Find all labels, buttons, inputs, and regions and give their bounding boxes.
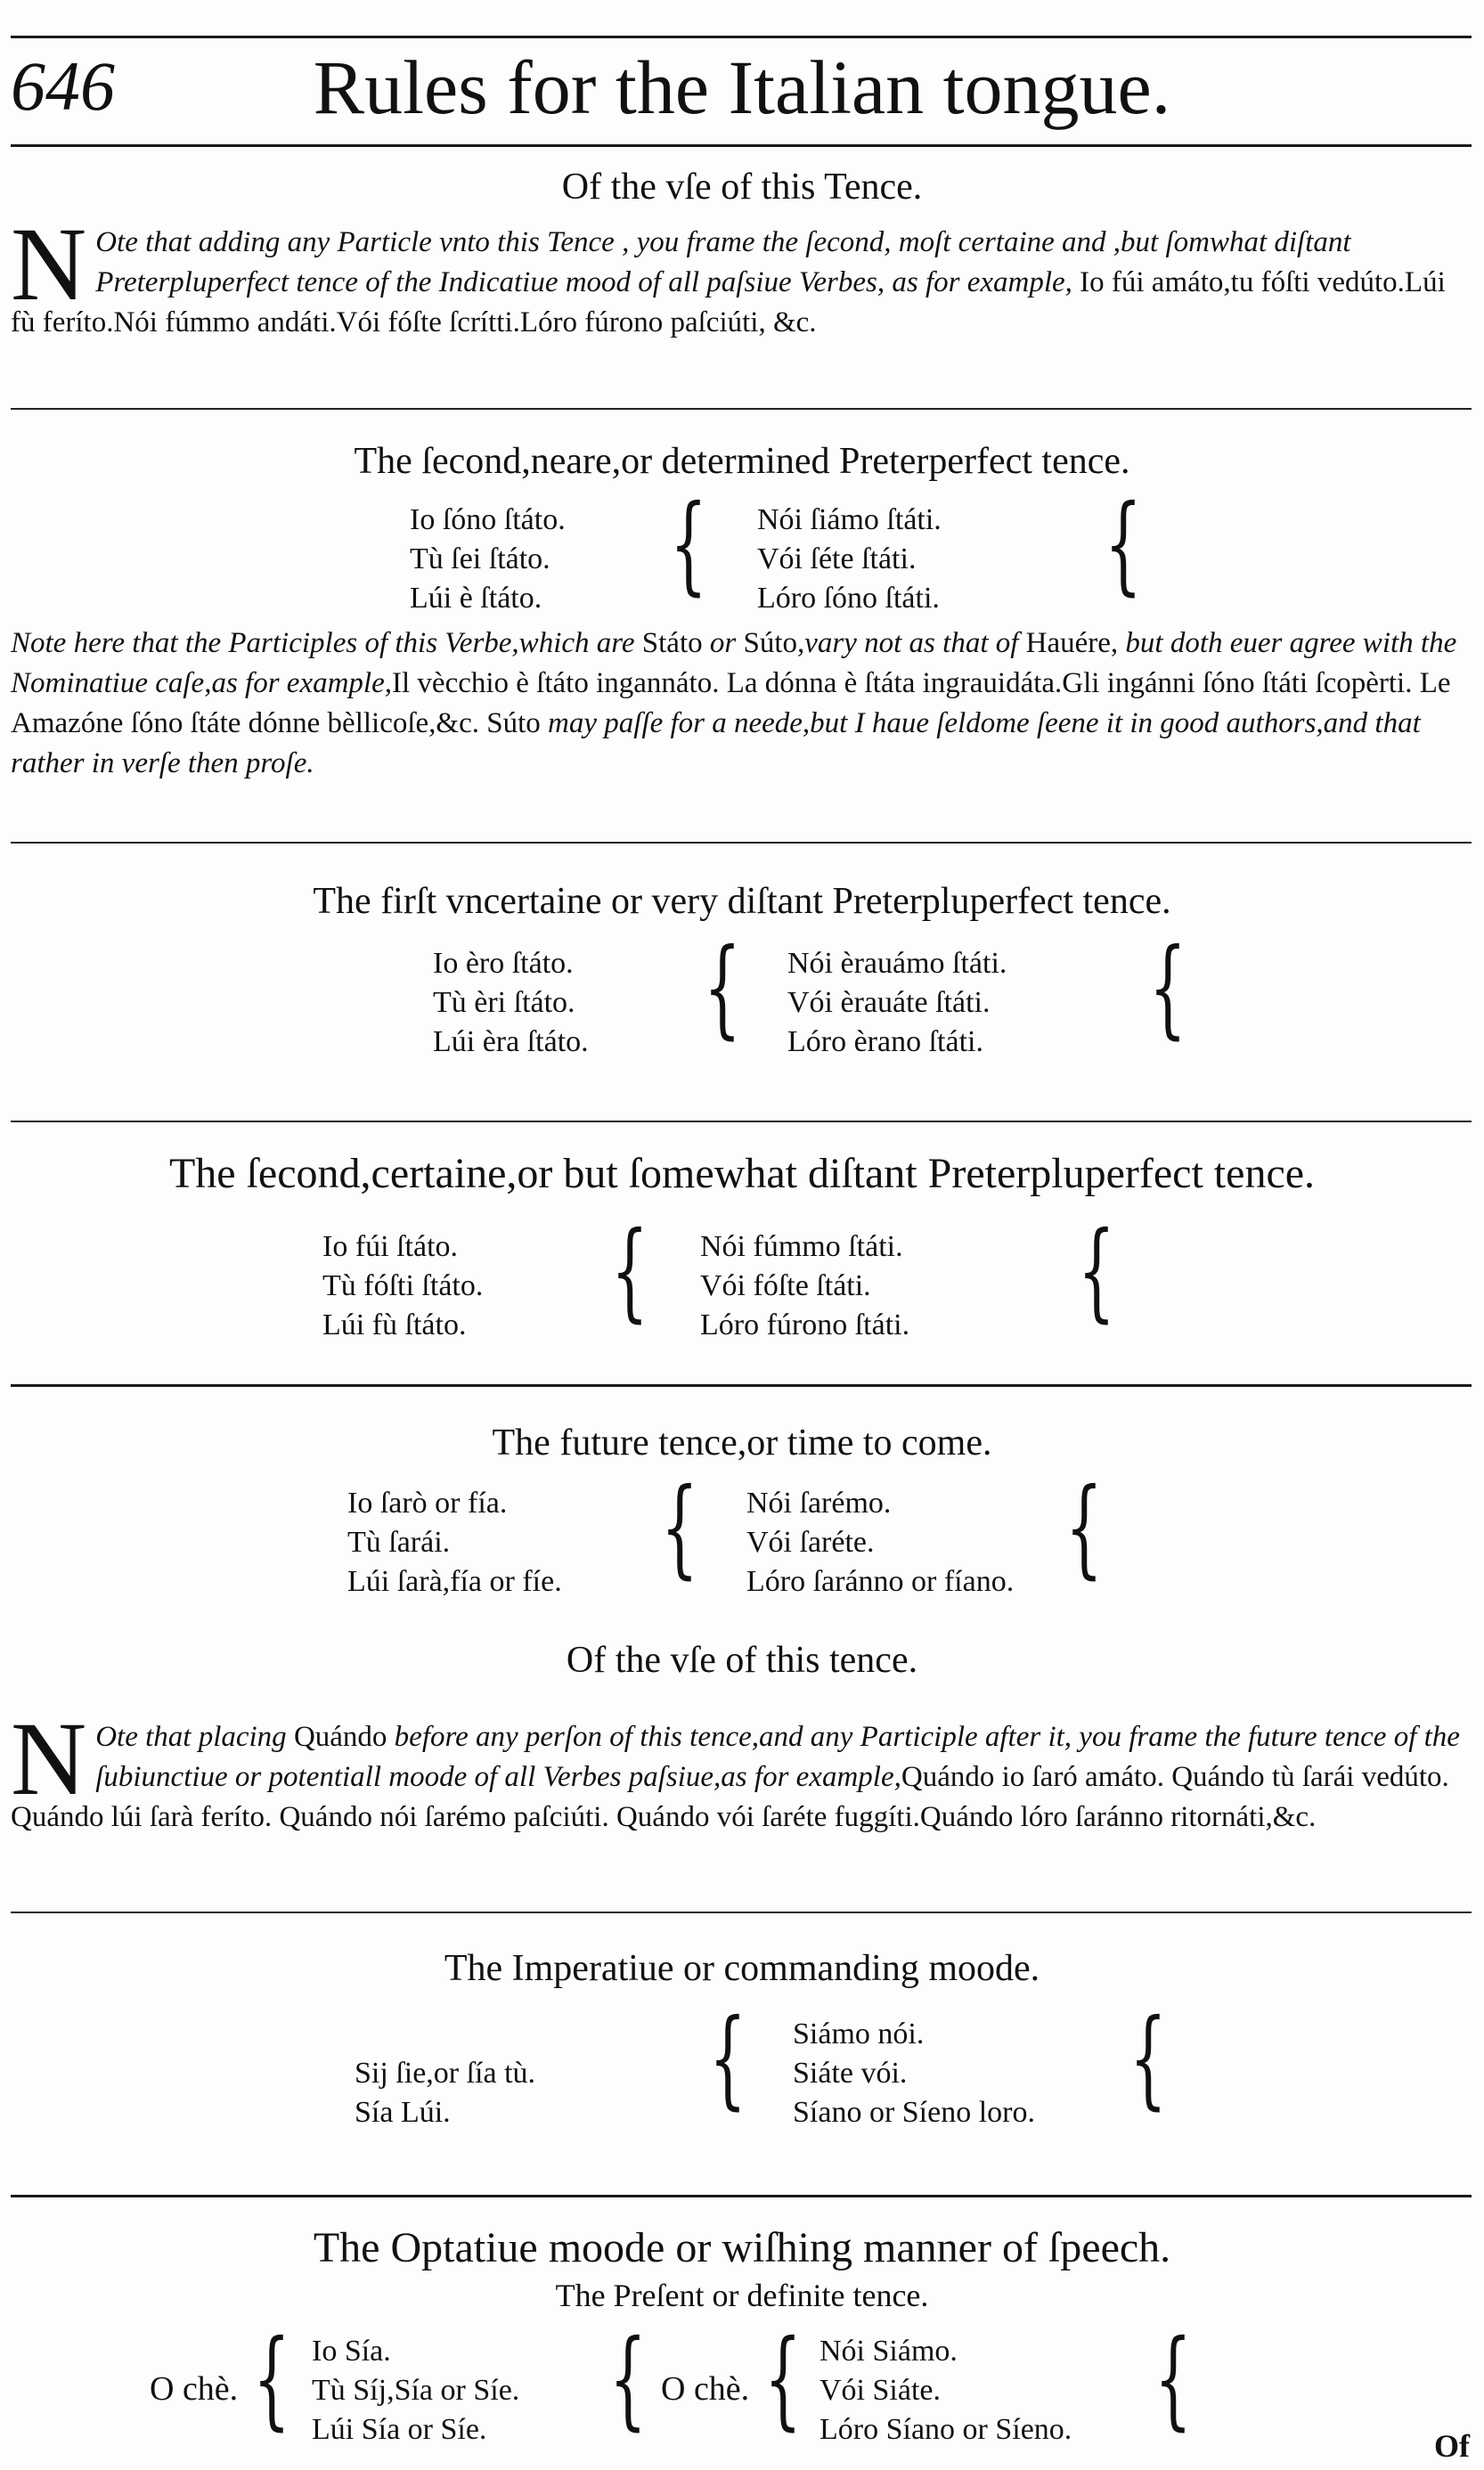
optative-label: O chè.: [661, 2370, 750, 2408]
curly-brace: {: [764, 2318, 802, 2441]
conjugation-line: Io fúi ſtáto.: [322, 1230, 459, 1263]
curly-brace: {: [609, 2318, 647, 2441]
curly-brace: {: [709, 1997, 746, 2121]
conjugation-line: Nói ſarémo.: [746, 1487, 892, 1520]
paragraph-text: [11, 1700, 1460, 1833]
conjugation-singular: [347, 1484, 562, 1602]
catchword: Of: [1434, 2428, 1470, 2464]
conjugation-singular: [410, 501, 566, 618]
conjugation-singular: [322, 1227, 483, 1345]
conjugation-line: [355, 2015, 535, 2054]
conjugation-line: Vói Siáte.: [819, 2374, 941, 2407]
paragraph-text: [11, 627, 1456, 779]
section-divider: [11, 1121, 1472, 1122]
text-run: or: [709, 627, 744, 659]
text-run: ,vary not as that of: [797, 627, 1026, 659]
section-divider: [11, 1912, 1472, 1913]
curly-brace: {: [253, 2318, 290, 2441]
conjugation-singular: [355, 2015, 535, 2132]
running-head: Rules for the Italian tongue.: [313, 45, 1171, 130]
page-number: 646: [11, 47, 115, 125]
curly-brace: {: [661, 1466, 698, 1590]
conjugation-line: Lóro ſóno ſtáti.: [757, 582, 940, 615]
conjugation-line: Vói ſéte ſtáti.: [757, 542, 917, 575]
section-heading: The ſecond,certaine,or but ſomewhat diſtant Preterpluperfect tence.: [168, 1150, 1316, 1197]
section-paragraph: [11, 1700, 1470, 1838]
top-rule: [11, 36, 1472, 38]
section-subheading: The Preſent or definite tence.: [555, 2278, 929, 2313]
curly-brace: {: [1154, 2318, 1192, 2441]
conjugation-line: Vói fóſte ſtáti.: [700, 1269, 871, 1302]
section-heading: The ſecond,neare,or determined Preterperfect tence.: [354, 441, 1130, 482]
text-run: may paſſe for a neede,but I haue ſeldome ſeene it in good authors,and that rather in verſe then proſe.: [11, 707, 1421, 779]
section-paragraph: [11, 206, 1470, 343]
text-run: Hauére,: [1025, 627, 1126, 659]
section-heading: The firſt vncertaine or very diſtant Preterpluperfect tence.: [313, 881, 1171, 922]
conjugation-line: Tù èri ſtáto.: [433, 986, 575, 1019]
optative-label: O chè.: [150, 2370, 239, 2408]
conjugation-line: Io ſarò or fía.: [347, 1487, 508, 1520]
curly-brace: {: [704, 926, 741, 1050]
conjugation-line: Siáte vói.: [793, 2057, 908, 2090]
section-divider: [11, 1384, 1472, 1387]
conjugation-line: Vói èrauáte ſtáti.: [787, 986, 991, 1019]
conjugation-singular: [312, 2332, 519, 2450]
text-run: Ote that placing: [95, 1721, 294, 1753]
conjugation-plural: [700, 1227, 909, 1345]
conjugation-line: Tù Síj,Sía or Síe.: [312, 2374, 520, 2407]
conjugation-line: Lúi è ſtáto.: [410, 582, 542, 615]
curly-brace: {: [1149, 926, 1186, 1050]
text-run: Note here that the Participles of this Verbe,which are: [11, 627, 642, 659]
conjugation-plural: [757, 501, 942, 618]
conjugation-plural: [819, 2332, 1072, 2450]
text-run: but doth euer agree with the Nominatiue caſe,as for example,: [11, 627, 1457, 699]
conjugation-line: Lóro fúrono ſtáti.: [700, 1308, 910, 1341]
text-run: Il vècchio è ſtáto ingannáto. La dónna è ſtáta ingrauidáta.Gli ingánni ſóno ſtáti ſcopèrti. Le Amazóne ſóno ſtáte dónne bèllicoſe,&c. Súto: [11, 667, 1451, 739]
section-heading: Of the vſe of this Tence.: [561, 167, 923, 208]
conjugation-plural: [793, 2015, 1035, 2132]
section-divider: [11, 842, 1472, 844]
conjugation-line: Tù ſarái.: [347, 1526, 451, 1559]
conjugation-line: Tù ſei ſtáto.: [410, 542, 550, 575]
conjugation-line: Nói èrauámo ſtáti.: [787, 947, 1007, 980]
curly-brace: {: [611, 1210, 648, 1333]
paragraph-text: [11, 206, 1446, 338]
text-run: Ote that adding any Particle vnto this Tence , you frame the ſecond, moſt certaine and ,but ſomwhat diſtant Preterpluperfect tence of the Indicatiue mood of all paſsiue Verbes, as for example,: [95, 226, 1351, 298]
drop-cap: N: [11, 1700, 87, 1817]
conjugation-singular: [433, 944, 589, 1062]
conjugation-line: Lóro èrano ſtáti.: [787, 1025, 983, 1058]
conjugation-line: Lúi Sía or Síe.: [312, 2413, 487, 2446]
conjugation-line: Lúi èra ſtáto.: [433, 1025, 589, 1058]
section-divider: [11, 2195, 1472, 2197]
curly-brace: {: [1105, 483, 1142, 607]
conjugation-line: Lóro Síano or Síeno.: [819, 2413, 1072, 2446]
section-heading: The Imperatiue or commanding moode.: [444, 1948, 1040, 1989]
section-heading: The future tence,or time to come.: [492, 1422, 992, 1463]
text-run: Státo: [641, 627, 710, 659]
curly-brace: {: [1078, 1210, 1115, 1333]
drop-cap: N: [11, 206, 87, 322]
section-heading: The Optatiue moode or wiſhing manner of ſpeech.: [313, 2224, 1171, 2271]
curly-brace: {: [670, 483, 707, 607]
text-run: Io fúi amáto,tu fóſti vedúto.Lúi fù feríto.Nói fúmmo andáti.Vói fóſte ſcrítti.Lóro fúrono paſciúti, &c.: [11, 266, 1446, 338]
text-run: Quándo: [293, 1721, 395, 1753]
section-heading: Of the vſe of this tence.: [566, 1640, 918, 1681]
conjugation-plural: [787, 944, 1007, 1062]
conjugation-line: Nói Siámo.: [819, 2335, 958, 2368]
conjugation-line: Sij ſie,or ſía tù.: [355, 2057, 536, 2090]
conjugation-line: Vói ſaréte.: [746, 1526, 875, 1559]
conjugation-line: Io èro ſtáto.: [433, 947, 574, 980]
conjugation-line: Lúi ſarà,fía or fíe.: [347, 1565, 562, 1598]
conjugation-line: Nói ſiámo ſtáti.: [757, 503, 942, 536]
text-run: Súto: [743, 627, 797, 659]
conjugation-line: Io ſóno ſtáto.: [410, 503, 566, 536]
conjugation-line: Io Sía.: [312, 2335, 391, 2368]
section-paragraph: [11, 624, 1470, 784]
conjugation-line: Tù fóſti ſtáto.: [322, 1269, 484, 1302]
conjugation-line: Síano or Síeno loro.: [793, 2096, 1035, 2129]
section-divider: [11, 408, 1472, 410]
conjugation-plural: [746, 1484, 1014, 1602]
curly-brace: {: [1129, 1997, 1167, 2121]
header-rule: [11, 144, 1472, 147]
conjugation-line: Lóro ſaránno or fíano.: [746, 1565, 1015, 1598]
text-run: Quándo io ſaró amáto. Quándo tù ſarái vedúto. Quándo lúi ſarà feríto. Quándo nói ſarémo paſciúti. Quándo vói ſaréte fuggíti.Quándo lóro ſaránno ritornáti,&c.: [11, 1761, 1449, 1833]
conjugation-line: Nói fúmmo ſtáti.: [700, 1230, 903, 1263]
text-run: before any perſon of this tence,and any Participle after it, you frame the future tence of the ſubiunctiue or potentiall moode of all Verbes paſsiue,as for example,: [95, 1721, 1460, 1793]
conjugation-line: Lúi fù ſtáto.: [322, 1308, 467, 1341]
conjugation-line: Siámo nói.: [793, 2018, 925, 2050]
curly-brace: {: [1065, 1466, 1103, 1590]
conjugation-line: Sía Lúi.: [355, 2096, 451, 2129]
